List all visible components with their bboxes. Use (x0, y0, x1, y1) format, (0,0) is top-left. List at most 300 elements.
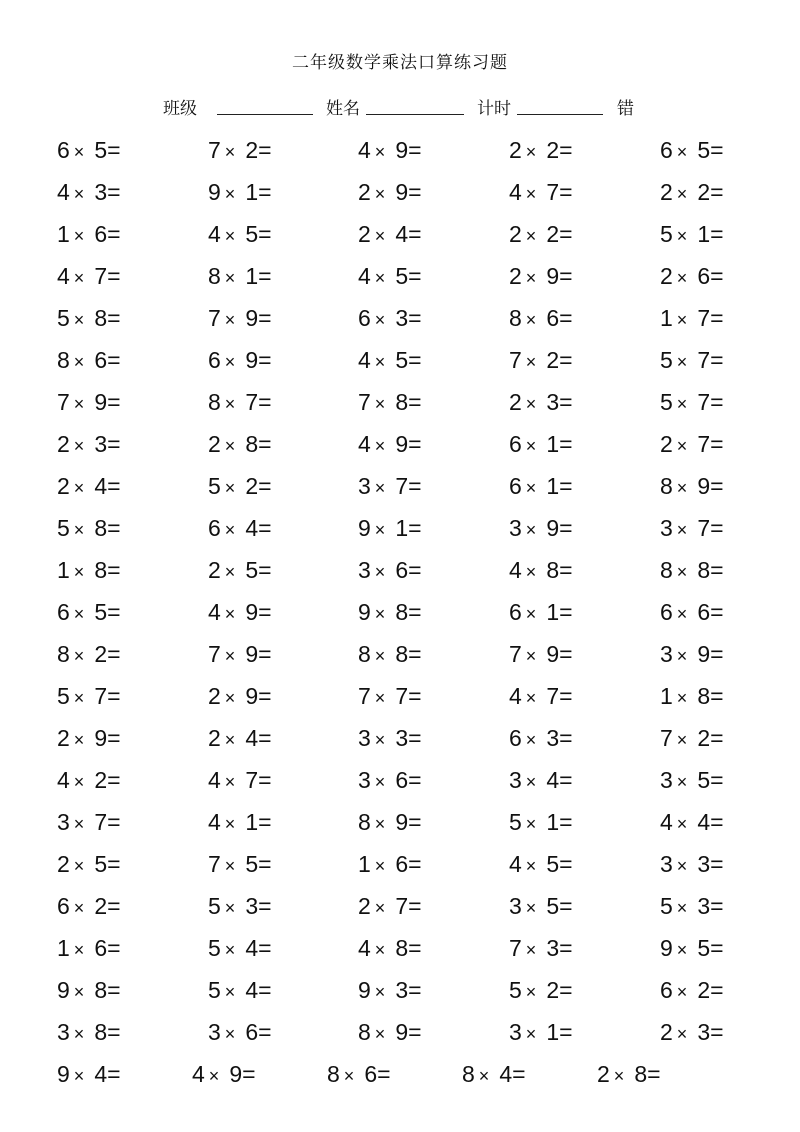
name-blank[interactable] (366, 114, 464, 115)
equals-sign: = (258, 305, 272, 331)
equals-sign: = (559, 809, 573, 835)
times-sign: × (73, 394, 85, 414)
factor-a: 2 (660, 431, 673, 457)
factor-b: 2 (94, 893, 108, 919)
factor-a: 4 (509, 683, 522, 709)
factor-b: 9 (546, 263, 560, 289)
multiplication-problem (509, 766, 573, 796)
times-sign: × (525, 814, 537, 834)
factor-a: 3 (358, 557, 371, 583)
times-sign: × (224, 268, 236, 288)
equals-sign: = (559, 263, 573, 289)
factor-b: 4 (94, 1061, 108, 1087)
factor-a: 3 (509, 893, 522, 919)
factor-a: 4 (509, 557, 522, 583)
times-sign: × (224, 604, 236, 624)
factor-b: 1 (697, 221, 711, 247)
times-sign: × (73, 184, 85, 204)
times-sign: × (73, 688, 85, 708)
factor-a: 6 (509, 725, 522, 751)
factor-b: 8 (94, 305, 108, 331)
equals-sign: = (559, 977, 573, 1003)
times-sign: × (525, 856, 537, 876)
factor-a: 7 (509, 935, 522, 961)
factor-a: 1 (660, 305, 673, 331)
times-sign: × (224, 982, 236, 1002)
factor-b: 2 (245, 473, 259, 499)
factor-b: 6 (395, 851, 409, 877)
factor-a: 5 (208, 473, 221, 499)
multiplication-problem (660, 346, 724, 376)
multiplication-problem (358, 682, 422, 712)
times-sign: × (525, 394, 537, 414)
times-sign: × (73, 478, 85, 498)
times-sign: × (676, 856, 688, 876)
equals-sign: = (710, 725, 724, 751)
factor-b: 3 (94, 431, 108, 457)
multiplication-problem (57, 724, 121, 754)
factor-b: 7 (697, 347, 711, 373)
factor-b: 8 (395, 641, 409, 667)
times-sign: × (374, 268, 386, 288)
times-sign: × (73, 310, 85, 330)
multiplication-problem (57, 556, 121, 586)
class-blank[interactable] (217, 114, 313, 115)
times-sign: × (676, 268, 688, 288)
factor-b: 9 (697, 641, 711, 667)
factor-b: 1 (245, 263, 259, 289)
factor-a: 7 (57, 389, 70, 415)
multiplication-problem (208, 850, 272, 880)
factor-a: 4 (358, 431, 371, 457)
times-sign: × (525, 310, 537, 330)
equals-sign: = (408, 683, 422, 709)
factor-b: 6 (697, 599, 711, 625)
factor-b: 3 (395, 305, 409, 331)
factor-b: 7 (697, 515, 711, 541)
multiplication-problem (358, 598, 422, 628)
multiplication-problem (208, 514, 272, 544)
multiplication-problem (208, 136, 272, 166)
equals-sign: = (408, 179, 422, 205)
equals-sign: = (258, 935, 272, 961)
factor-a: 4 (208, 599, 221, 625)
equals-sign: = (258, 263, 272, 289)
factor-a: 6 (660, 977, 673, 1003)
multiplication-problem (660, 766, 724, 796)
factor-b: 1 (546, 809, 560, 835)
equals-sign: = (107, 851, 121, 877)
equals-sign: = (107, 935, 121, 961)
multiplication-problem (208, 178, 272, 208)
times-sign: × (525, 142, 537, 162)
equals-sign: = (107, 1061, 121, 1087)
equals-sign: = (710, 935, 724, 961)
equals-sign: = (559, 557, 573, 583)
factor-a: 3 (660, 641, 673, 667)
multiplication-problem (57, 598, 121, 628)
problem-row (0, 262, 800, 298)
times-sign: × (374, 520, 386, 540)
multiplication-problem (208, 766, 272, 796)
times-sign: × (73, 142, 85, 162)
factor-a: 5 (509, 977, 522, 1003)
factor-a: 8 (57, 347, 70, 373)
multiplication-problem (57, 976, 121, 1006)
time-blank[interactable] (517, 114, 603, 115)
times-sign: × (374, 562, 386, 582)
multiplication-problem (660, 220, 724, 250)
times-sign: × (374, 730, 386, 750)
multiplication-problem (358, 514, 422, 544)
times-sign: × (676, 688, 688, 708)
times-sign: × (525, 562, 537, 582)
times-sign: × (224, 520, 236, 540)
factor-b: 8 (94, 515, 108, 541)
equals-sign: = (710, 473, 724, 499)
factor-a: 5 (57, 305, 70, 331)
multiplication-problem (358, 850, 422, 880)
times-sign: × (525, 184, 537, 204)
factor-b: 7 (94, 263, 108, 289)
equals-sign: = (559, 893, 573, 919)
multiplication-problem (509, 808, 573, 838)
factor-a: 8 (57, 641, 70, 667)
multiplication-problem (660, 262, 724, 292)
equals-sign: = (258, 179, 272, 205)
equals-sign: = (408, 767, 422, 793)
equals-sign: = (107, 557, 121, 583)
multiplication-problem (509, 304, 573, 334)
factor-a: 6 (57, 893, 70, 919)
factor-a: 9 (57, 1061, 70, 1087)
factor-b: 3 (546, 389, 560, 415)
multiplication-problem (57, 178, 121, 208)
problem-row (0, 682, 800, 718)
multiplication-problem (660, 934, 724, 964)
factor-b: 5 (395, 347, 409, 373)
times-sign: × (374, 898, 386, 918)
times-sign: × (73, 1066, 85, 1086)
factor-b: 7 (245, 767, 259, 793)
multiplication-problem (358, 640, 422, 670)
equals-sign: = (377, 1061, 391, 1087)
multiplication-problem (208, 556, 272, 586)
equals-sign: = (408, 137, 422, 163)
factor-b: 3 (94, 179, 108, 205)
factor-a: 2 (660, 179, 673, 205)
equals-sign: = (559, 137, 573, 163)
factor-a: 5 (660, 347, 673, 373)
equals-sign: = (710, 641, 724, 667)
factor-a: 3 (660, 767, 673, 793)
equals-sign: = (710, 809, 724, 835)
factor-b: 5 (697, 137, 711, 163)
equals-sign: = (408, 725, 422, 751)
factor-a: 7 (358, 389, 371, 415)
equals-sign: = (710, 263, 724, 289)
multiplication-problem (57, 640, 121, 670)
factor-b: 2 (546, 977, 560, 1003)
equals-sign: = (710, 557, 724, 583)
equals-sign: = (107, 809, 121, 835)
factor-b: 8 (546, 557, 560, 583)
multiplication-problem (358, 262, 422, 292)
times-sign: × (224, 226, 236, 246)
factor-b: 6 (245, 1019, 259, 1045)
factor-b: 7 (94, 809, 108, 835)
multiplication-problem (509, 136, 573, 166)
factor-b: 8 (697, 683, 711, 709)
multiplication-problem (208, 976, 272, 1006)
factor-a: 2 (57, 473, 70, 499)
factor-b: 2 (546, 347, 560, 373)
time-label: 计时 (477, 99, 511, 119)
equals-sign: = (408, 221, 422, 247)
times-sign: × (224, 688, 236, 708)
multiplication-problem (57, 262, 121, 292)
times-sign: × (525, 352, 537, 372)
times-sign: × (73, 772, 85, 792)
equals-sign: = (559, 641, 573, 667)
factor-a: 7 (660, 725, 673, 751)
times-sign: × (224, 184, 236, 204)
factor-b: 4 (245, 515, 259, 541)
factor-a: 4 (358, 263, 371, 289)
equals-sign: = (710, 767, 724, 793)
class-label: 班级 (163, 99, 197, 119)
times-sign: × (676, 814, 688, 834)
equals-sign: = (258, 809, 272, 835)
multiplication-problem (358, 136, 422, 166)
factor-b: 8 (697, 557, 711, 583)
multiplication-problem (57, 1060, 121, 1090)
multiplication-problem (509, 220, 573, 250)
multiplication-problem (208, 346, 272, 376)
factor-a: 6 (208, 347, 221, 373)
equals-sign: = (559, 431, 573, 457)
factor-a: 7 (208, 851, 221, 877)
factor-a: 8 (509, 305, 522, 331)
factor-a: 4 (57, 179, 70, 205)
times-sign: × (73, 730, 85, 750)
equals-sign: = (559, 725, 573, 751)
factor-b: 2 (546, 137, 560, 163)
factor-b: 9 (546, 641, 560, 667)
times-sign: × (525, 604, 537, 624)
factor-b: 1 (546, 599, 560, 625)
factor-a: 8 (660, 473, 673, 499)
multiplication-problem (509, 850, 573, 880)
factor-b: 3 (395, 725, 409, 751)
times-sign: × (676, 772, 688, 792)
times-sign: × (374, 352, 386, 372)
student-info-row (0, 90, 800, 120)
equals-sign: = (408, 641, 422, 667)
factor-a: 2 (509, 389, 522, 415)
factor-a: 2 (358, 221, 371, 247)
times-sign: × (374, 478, 386, 498)
multiplication-problem (57, 850, 121, 880)
multiplication-problem (57, 808, 121, 838)
multiplication-problem (660, 808, 724, 838)
times-sign: × (73, 520, 85, 540)
factor-b: 2 (94, 641, 108, 667)
times-sign: × (73, 646, 85, 666)
problem-row (0, 304, 800, 340)
times-sign: × (343, 1066, 355, 1086)
equals-sign: = (258, 683, 272, 709)
equals-sign: = (258, 389, 272, 415)
multiplication-problem (358, 766, 422, 796)
problem-row (0, 598, 800, 634)
multiplication-problem (57, 220, 121, 250)
equals-sign: = (107, 263, 121, 289)
multiplication-problem (509, 976, 573, 1006)
factor-b: 3 (697, 851, 711, 877)
multiplication-problem (509, 262, 573, 292)
factor-a: 2 (358, 179, 371, 205)
multiplication-problem (509, 556, 573, 586)
problem-row (0, 136, 800, 172)
factor-b: 9 (229, 1061, 243, 1087)
factor-b: 7 (697, 389, 711, 415)
factor-b: 9 (395, 137, 409, 163)
equals-sign: = (559, 221, 573, 247)
factor-a: 6 (208, 515, 221, 541)
times-sign: × (676, 478, 688, 498)
times-sign: × (224, 436, 236, 456)
equals-sign: = (107, 725, 121, 751)
equals-sign: = (408, 263, 422, 289)
multiplication-problem (660, 178, 724, 208)
factor-a: 3 (509, 1019, 522, 1045)
multiplication-problem (660, 388, 724, 418)
factor-a: 2 (597, 1061, 610, 1087)
times-sign: × (224, 394, 236, 414)
multiplication-problem (660, 724, 724, 754)
multiplication-problem (358, 346, 422, 376)
equals-sign: = (559, 305, 573, 331)
factor-b: 1 (546, 431, 560, 457)
multiplication-problem (57, 1018, 121, 1048)
factor-a: 9 (57, 977, 70, 1003)
factor-a: 9 (208, 179, 221, 205)
equals-sign: = (107, 599, 121, 625)
equals-sign: = (647, 1061, 661, 1087)
times-sign: × (525, 646, 537, 666)
factor-a: 2 (660, 263, 673, 289)
multiplication-problem (660, 640, 724, 670)
factor-b: 3 (697, 1019, 711, 1045)
equals-sign: = (408, 1019, 422, 1045)
factor-a: 7 (358, 683, 371, 709)
factor-b: 4 (94, 473, 108, 499)
equals-sign: = (559, 683, 573, 709)
times-sign: × (525, 268, 537, 288)
factor-b: 9 (395, 431, 409, 457)
multiplication-problem (57, 136, 121, 166)
times-sign: × (478, 1066, 490, 1086)
factor-b: 6 (94, 347, 108, 373)
factor-b: 6 (395, 557, 409, 583)
multiplication-problem (509, 472, 573, 502)
factor-a: 5 (509, 809, 522, 835)
factor-b: 8 (395, 599, 409, 625)
times-sign: × (224, 142, 236, 162)
equals-sign: = (107, 347, 121, 373)
factor-b: 8 (94, 1019, 108, 1045)
factor-a: 2 (208, 725, 221, 751)
factor-a: 4 (358, 935, 371, 961)
equals-sign: = (107, 977, 121, 1003)
equals-sign: = (710, 347, 724, 373)
factor-a: 7 (208, 305, 221, 331)
factor-b: 7 (697, 431, 711, 457)
times-sign: × (224, 856, 236, 876)
equals-sign: = (107, 137, 121, 163)
factor-a: 2 (509, 137, 522, 163)
equals-sign: = (408, 851, 422, 877)
multiplication-problem (358, 1018, 422, 1048)
problem-row (0, 1060, 800, 1096)
equals-sign: = (408, 935, 422, 961)
factor-b: 3 (395, 977, 409, 1003)
factor-a: 8 (462, 1061, 475, 1087)
factor-a: 2 (57, 431, 70, 457)
times-sign: × (224, 940, 236, 960)
equals-sign: = (258, 767, 272, 793)
multiplication-problem (462, 1060, 526, 1090)
times-sign: × (676, 352, 688, 372)
factor-b: 3 (546, 935, 560, 961)
factor-b: 9 (395, 179, 409, 205)
times-sign: × (525, 772, 537, 792)
factor-a: 7 (509, 641, 522, 667)
factor-a: 4 (358, 137, 371, 163)
times-sign: × (525, 898, 537, 918)
multiplication-problem (208, 934, 272, 964)
factor-a: 4 (358, 347, 371, 373)
factor-b: 9 (245, 347, 259, 373)
times-sign: × (374, 814, 386, 834)
factor-a: 3 (509, 767, 522, 793)
factor-a: 8 (358, 809, 371, 835)
times-sign: × (73, 898, 85, 918)
factor-b: 4 (245, 977, 259, 1003)
problem-row (0, 388, 800, 424)
equals-sign: = (559, 935, 573, 961)
equals-sign: = (107, 431, 121, 457)
problem-row (0, 220, 800, 256)
factor-b: 9 (245, 305, 259, 331)
times-sign: × (525, 940, 537, 960)
multiplication-problem (358, 556, 422, 586)
problem-row (0, 178, 800, 214)
times-sign: × (73, 268, 85, 288)
times-sign: × (374, 646, 386, 666)
problem-row (0, 556, 800, 592)
equals-sign: = (258, 557, 272, 583)
problem-row (0, 976, 800, 1012)
multiplication-problem (208, 388, 272, 418)
factor-b: 7 (395, 683, 409, 709)
factor-b: 7 (395, 893, 409, 919)
factor-b: 5 (245, 221, 259, 247)
multiplication-problem (208, 724, 272, 754)
factor-b: 1 (546, 473, 560, 499)
times-sign: × (73, 226, 85, 246)
